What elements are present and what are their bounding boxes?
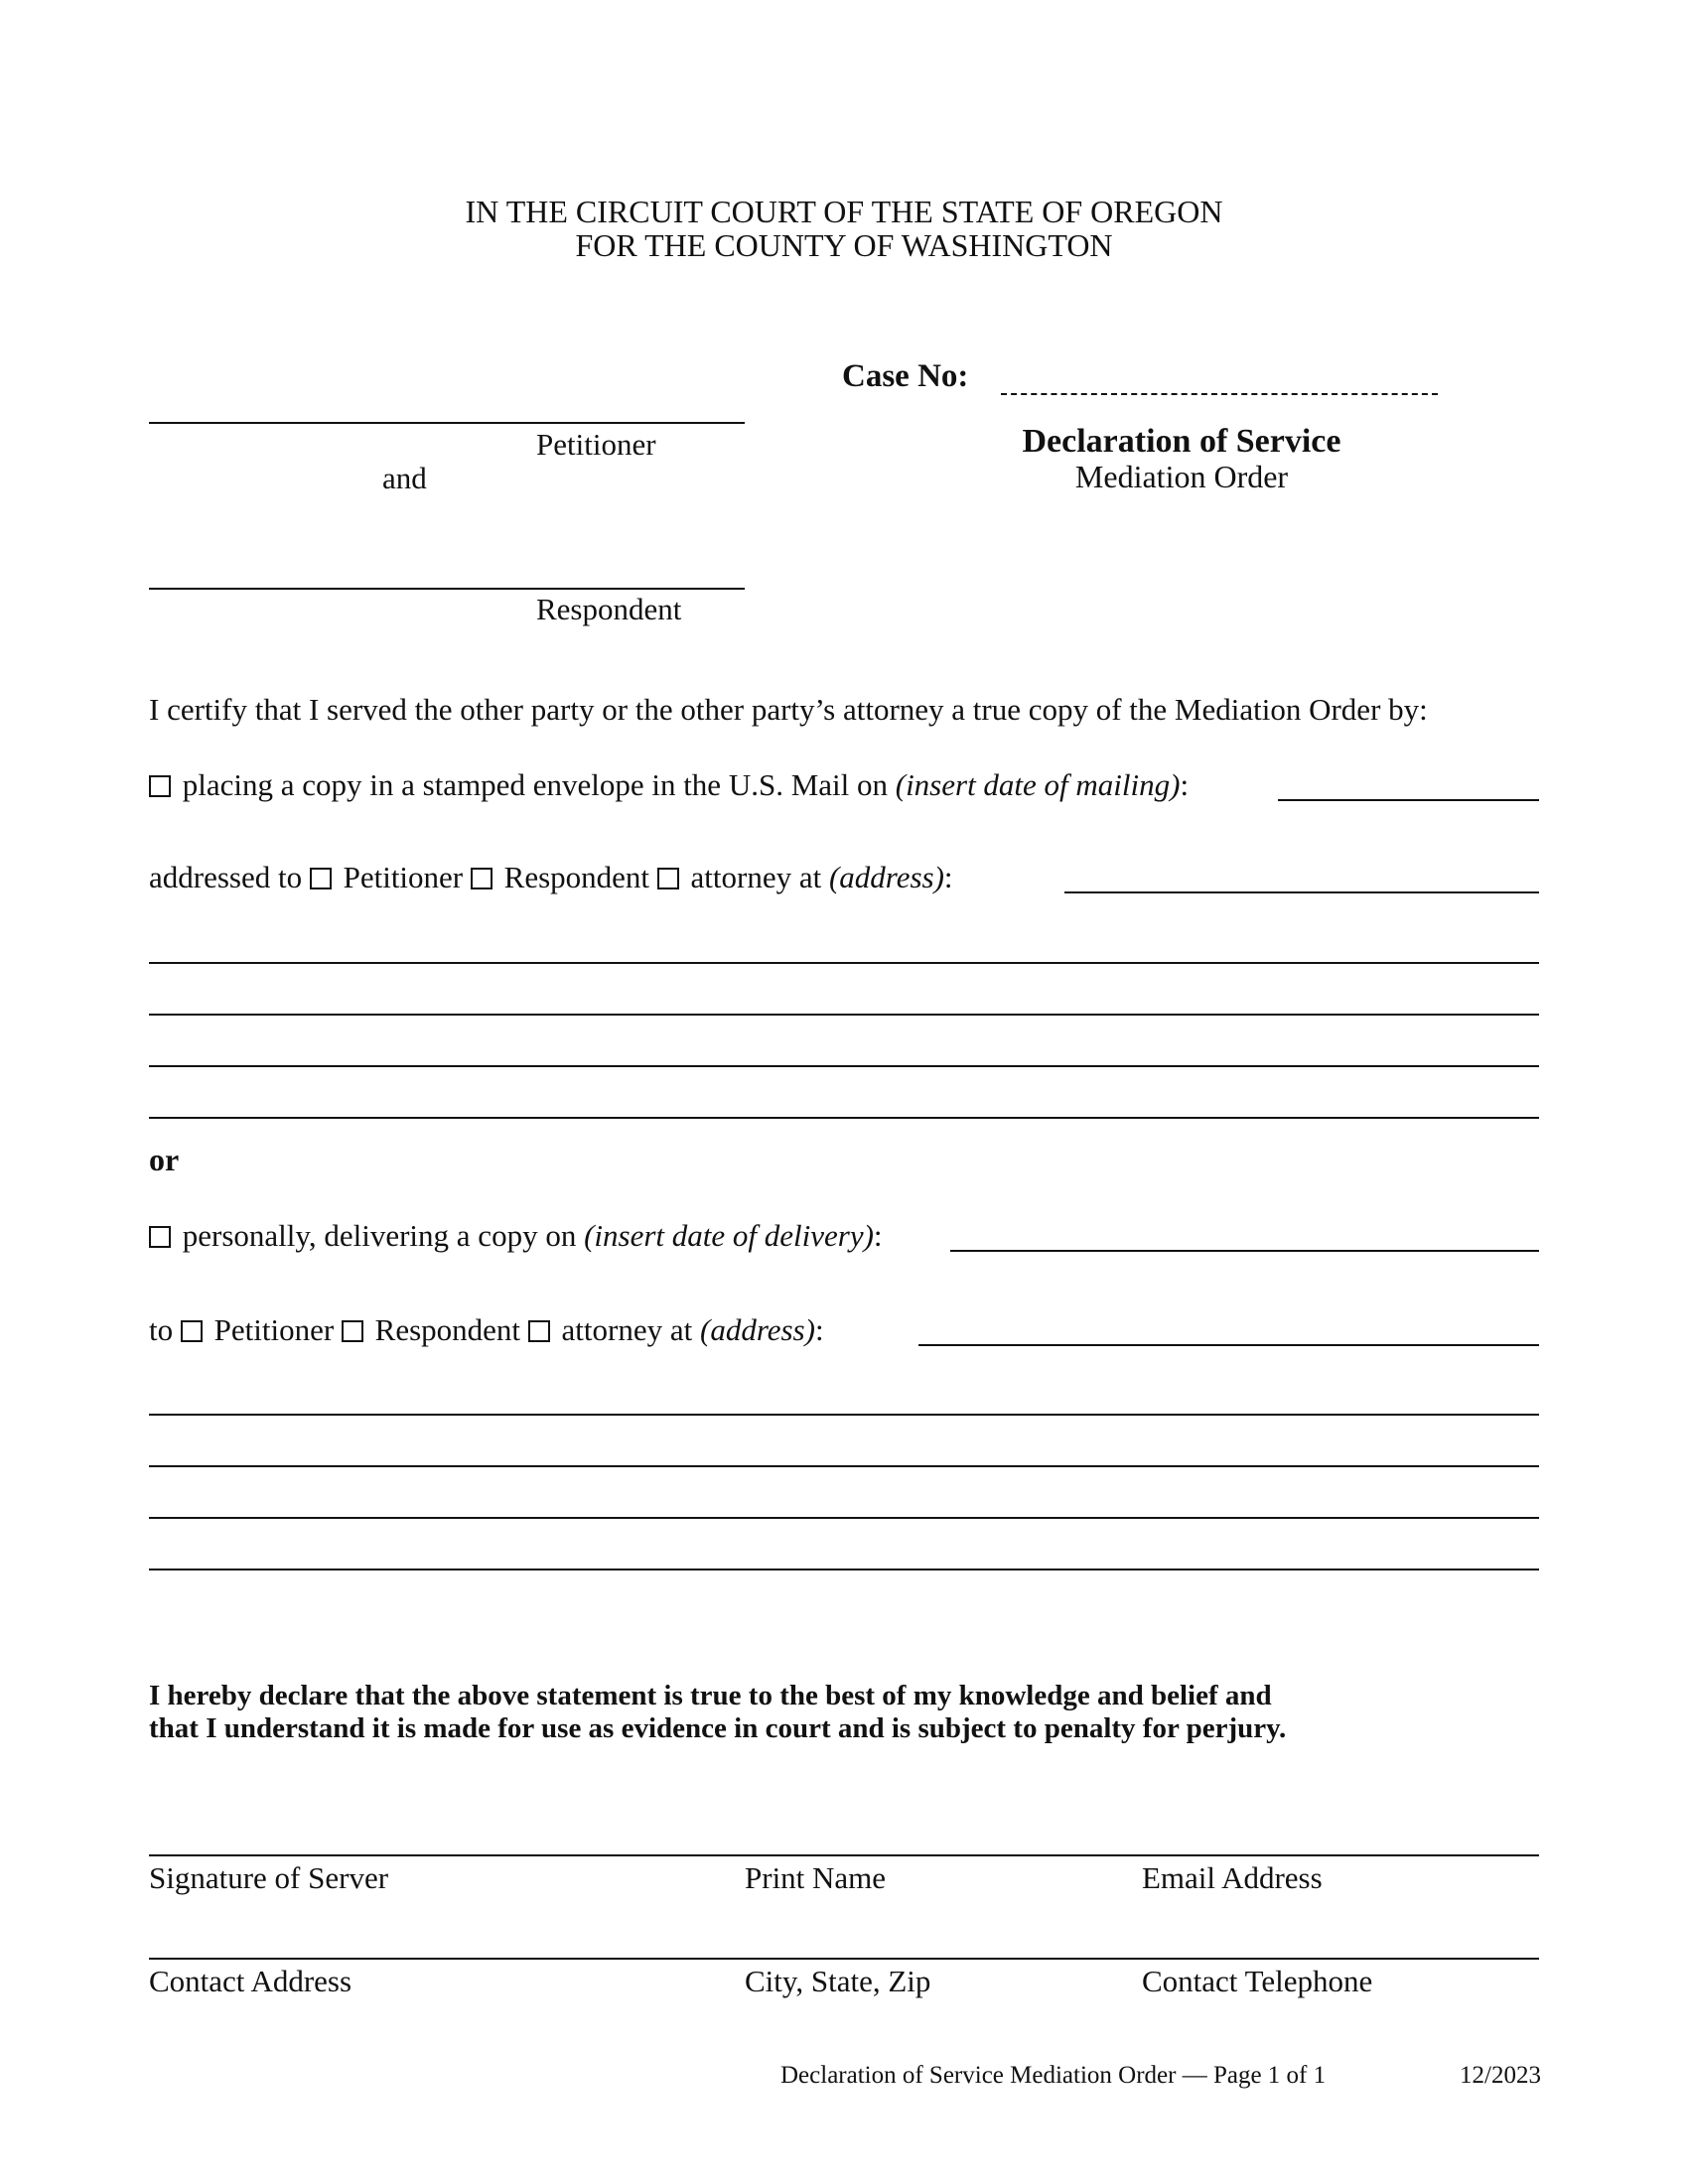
email-address-label: Email Address <box>1142 1860 1323 1895</box>
petitioner-label: Petitioner <box>536 427 656 462</box>
signature-of-server-label: Signature of Server <box>149 1860 389 1895</box>
mail-petitioner-label: Petitioner <box>343 860 464 894</box>
personal-checkbox[interactable] <box>149 1226 171 1248</box>
personal-attorney-label: attorney at <box>561 1312 693 1347</box>
addressed-to-label: addressed to <box>149 860 303 894</box>
personal-respondent-label: Respondent <box>374 1312 521 1347</box>
delivery-date-field[interactable] <box>950 1250 1539 1252</box>
personal-attorney-checkbox[interactable] <box>528 1320 550 1342</box>
mail-attorney-label: attorney at <box>690 860 822 894</box>
footer-page-total: 1 <box>1313 2062 1327 2089</box>
print-name-label: Print Name <box>745 1860 887 1895</box>
signature-line-1[interactable] <box>149 1854 1539 1856</box>
perjury-declaration <box>149 1680 1286 1745</box>
personal-address-field-4[interactable] <box>149 1517 1539 1519</box>
footer-of-label: of <box>1286 2062 1308 2089</box>
mail-date-hint: (insert date of mailing) <box>895 767 1181 802</box>
respondent-name-field[interactable] <box>149 588 745 590</box>
mail-address-field-5[interactable] <box>149 1117 1539 1119</box>
mail-option-text: placing a copy in a stamped envelope in the U.S. Mail on <box>182 767 888 802</box>
page-footer <box>780 2062 1326 2090</box>
mail-checkbox[interactable] <box>149 775 171 797</box>
court-heading <box>0 195 1688 262</box>
contact-telephone-label: Contact Telephone <box>1142 1964 1373 1998</box>
personal-address-hint: (address) <box>700 1312 815 1347</box>
case-no-label: Case No: <box>842 358 969 394</box>
and-label: and <box>382 461 427 495</box>
mail-petitioner-checkbox[interactable] <box>310 868 332 889</box>
court-line-2: FOR THE COUNTY OF WASHINGTON <box>575 227 1113 263</box>
mail-address-hint: (address) <box>828 860 944 894</box>
delivery-date-hint: (insert date of delivery) <box>584 1218 874 1253</box>
delivered-to-row: to Petitioner Respondent attorney at (address): <box>149 1312 824 1347</box>
mail-address-field-4[interactable] <box>149 1065 1539 1067</box>
mail-address-field-2[interactable] <box>149 962 1539 964</box>
mail-attorney-checkbox[interactable] <box>657 868 679 889</box>
personal-option-row: personally, delivering a copy on (insert date of delivery): <box>149 1218 883 1254</box>
document-title: Declaration of Service <box>1022 423 1341 460</box>
certify-statement: I certify that I served the other party or the other party’s attorney a true copy of the Mediation Order by: <box>149 692 1428 727</box>
personal-address-field-3[interactable] <box>149 1465 1539 1467</box>
or-label: or <box>149 1142 180 1177</box>
petitioner-name-field[interactable] <box>149 422 745 424</box>
case-no-field[interactable] <box>1001 393 1438 395</box>
personal-option-text: personally, delivering a copy on <box>182 1218 577 1253</box>
personal-address-field-1[interactable] <box>918 1344 1539 1346</box>
personal-respondent-checkbox[interactable] <box>342 1320 363 1342</box>
addressed-to-row: addressed to Petitioner Respondent attorney at (address): <box>149 860 953 894</box>
personal-petitioner-checkbox[interactable] <box>181 1320 203 1342</box>
mail-date-field[interactable] <box>1278 799 1539 801</box>
respondent-label: Respondent <box>536 592 682 626</box>
document-title-block <box>953 424 1410 493</box>
declaration-line-1: I hereby declare that the above statement is true to the best of my knowledge and belief and <box>149 1680 1272 1711</box>
footer-page-num: 1 <box>1267 2062 1281 2089</box>
footer-doc-text: Declaration of Service Mediation Order — Page <box>780 2062 1262 2089</box>
declaration-line-2: that I understand it is made for use as evidence in court and is subject to penalty for perjury. <box>149 1712 1287 1744</box>
case-no-row <box>842 358 968 395</box>
personal-petitioner-label: Petitioner <box>213 1312 335 1347</box>
mail-respondent-checkbox[interactable] <box>471 868 492 889</box>
personal-address-field-2[interactable] <box>149 1414 1539 1416</box>
document-subtitle: Mediation Order <box>1074 459 1289 494</box>
mail-address-field-1[interactable] <box>1064 891 1539 893</box>
to-label: to <box>149 1312 174 1347</box>
mail-address-field-3[interactable] <box>149 1014 1539 1016</box>
contact-address-label: Contact Address <box>149 1964 352 1998</box>
court-line-1: IN THE CIRCUIT COURT OF THE STATE OF OREGON <box>465 194 1223 229</box>
mail-respondent-label: Respondent <box>503 860 650 894</box>
personal-address-field-5[interactable] <box>149 1569 1539 1570</box>
city-state-zip-label: City, State, Zip <box>745 1964 931 1998</box>
mail-option-row: placing a copy in a stamped envelope in the U.S. Mail on (insert date of mailing): <box>149 767 1189 803</box>
footer-date-code: 12/2023 <box>1460 2062 1541 2089</box>
signature-line-2[interactable] <box>149 1958 1539 1960</box>
